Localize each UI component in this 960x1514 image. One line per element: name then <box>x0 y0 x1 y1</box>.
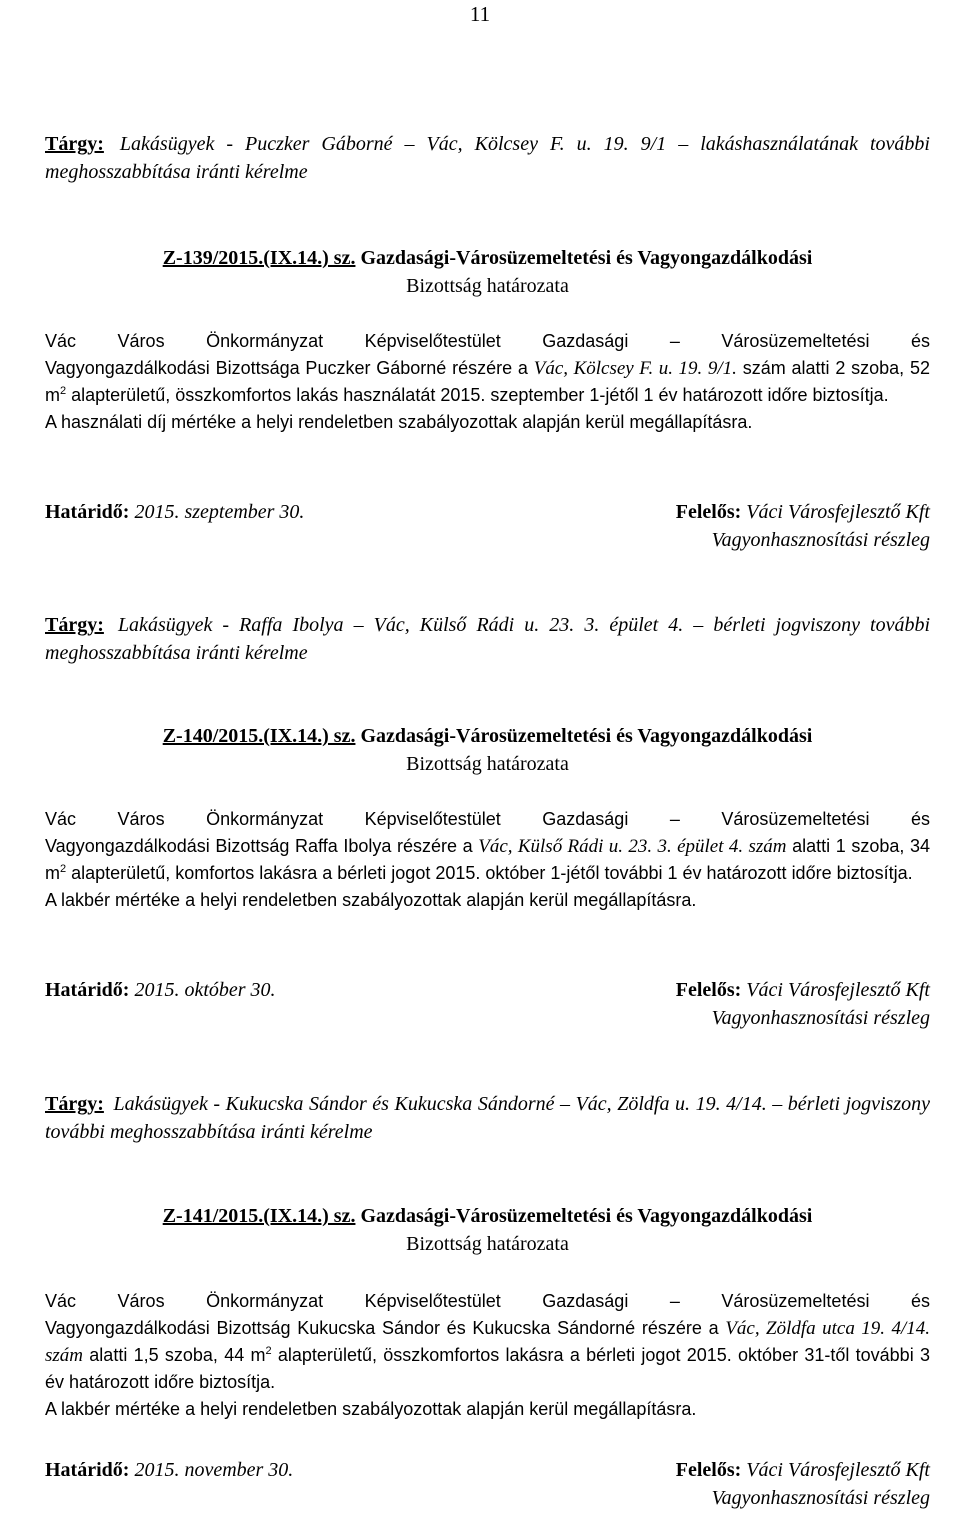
superscript: 2 <box>60 863 67 875</box>
body-rent-note: A lakbér mértéke a helyi rendeletben szabályozottak alapján kerül megállapításra. <box>45 1399 697 1419</box>
decision-title-1 <box>45 244 930 272</box>
body-line-1: Vác Város Önkormányzat Képviselőtestület Gazdasági – Városüzemeltetési és <box>45 1291 930 1311</box>
page-number: 11 <box>469 2 491 26</box>
body-fee-note: A használati díj mértéke a helyi rendeletben szabályozottak alapján kerül megállapításra. <box>45 412 753 432</box>
body-part-a: Vagyongazdálkodási Bizottság Kukucska Sándor és Kukucska Sándorné részére a <box>45 1318 719 1338</box>
subject-text: Lakásügyek - Puczker Gáborné – Vác, Kölcsey F. u. 19. 9/1 – lakáshasználatának további meghosszabbítása iránti kérelme <box>45 133 930 183</box>
decision-committee: Gazdasági-Városüzemeltetési és Vagyongazdálkodási <box>360 1205 813 1227</box>
decision-title-3 <box>45 1202 930 1230</box>
deadline-value: 2015. szeptember 30. <box>134 501 305 523</box>
subject-label: Tárgy: <box>45 1093 104 1115</box>
body-part-b: alatti 1,5 szoba, 44 m <box>89 1345 266 1365</box>
address: Vác, Kölcsey F. u. 19. 9/1. <box>533 358 737 379</box>
responsible-value: Váci Városfejlesztő Kft <box>746 979 930 1001</box>
responsible-value: Váci Városfejlesztő Kft <box>746 1459 930 1481</box>
subject-text: Lakásügyek - Raffa Ibolya – Vác, Külső Rádi u. 23. 3. épület 4. – bérleti jogviszony további meghosszabbítása iránti kérelme <box>45 614 931 664</box>
deadline-value: 2015. november 30. <box>134 1459 294 1481</box>
deadline <box>45 1456 293 1484</box>
responsible <box>610 498 930 554</box>
subject-label: Tárgy: <box>45 133 104 155</box>
body-part-b: szám alatti 2 szoba, 52 m <box>45 358 930 405</box>
body-line-1: Vác Város Önkormányzat Képviselőtestület Gazdasági – Városüzemeltetési és <box>45 331 930 351</box>
responsible-label: Felelős: <box>675 501 742 523</box>
subject-label: Tárgy: <box>45 614 104 636</box>
responsible-label: Felelős: <box>675 1459 742 1481</box>
superscript: 2 <box>60 385 67 397</box>
body-part-c: alapterületű, összkomfortos lakás használatát 2015. szeptember 1-jétől 1 év határozott időre biztosítja. <box>71 385 889 405</box>
decision-committee: Gazdasági-Városüzemeltetési és Vagyongazdálkodási <box>360 247 813 269</box>
subject-1 <box>45 130 930 186</box>
decision-body-2 <box>45 806 930 914</box>
responsible <box>610 976 930 1032</box>
body-line-1: Vác Város Önkormányzat Képviselőtestület Gazdasági – Városüzemeltetési és <box>45 809 930 829</box>
address: Vác, Zöldfa utca 19. 4/14. szám <box>45 1318 930 1366</box>
decision-sub-1: Bizottság határozata <box>406 275 569 297</box>
decision-sub-2: Bizottság határozata <box>406 753 569 775</box>
responsible <box>610 1456 930 1512</box>
responsible-dept: Vagyonhasznosítási részleg <box>711 529 930 551</box>
decision-committee: Gazdasági-Városüzemeltetési és Vagyongazdálkodási <box>360 725 813 747</box>
deadline-label: Határidő: <box>45 1459 130 1481</box>
responsible-value: Váci Városfejlesztő Kft <box>746 501 930 523</box>
body-part-b: alatti 1 szoba, 34 m <box>45 836 930 883</box>
subject-2 <box>45 611 930 667</box>
responsible-label: Felelős: <box>675 979 742 1001</box>
decision-number: Z-139/2015.(IX.14.) sz. <box>162 247 356 269</box>
body-part-c: alapterületű, komfortos lakásra a bérleti jogot 2015. október 1-jétől további 1 év határozott időre biztosítja. <box>71 863 913 883</box>
deadline-label: Határidő: <box>45 979 130 1001</box>
subject-text: Lakásügyek - Kukucska Sándor és Kukucska Sándorné – Vác, Zöldfa u. 19. 4/14. – bérleti jogviszony további meghosszabbítása iránti kérelme <box>45 1093 931 1143</box>
deadline <box>45 976 276 1004</box>
decision-body-3 <box>45 1288 930 1423</box>
body-part-c: alapterületű, összkomfortos lakásra a bérleti jogot 2015. október 31-től további 3 év határozott időre biztosítja. <box>45 1345 930 1392</box>
decision-sub-3: Bizottság határozata <box>406 1233 569 1255</box>
decision-number: Z-141/2015.(IX.14.) sz. <box>162 1205 356 1227</box>
responsible-dept: Vagyonhasznosítási részleg <box>711 1487 930 1509</box>
responsible-dept: Vagyonhasznosítási részleg <box>711 1007 930 1029</box>
deadline <box>45 498 304 526</box>
subject-3 <box>45 1090 930 1146</box>
superscript: 2 <box>265 1345 272 1357</box>
decision-title-2 <box>45 722 930 750</box>
address: Vác, Külső Rádi u. 23. 3. épület 4. szám <box>478 836 787 857</box>
decision-number: Z-140/2015.(IX.14.) sz. <box>162 725 356 747</box>
deadline-value: 2015. október 30. <box>134 979 276 1001</box>
deadline-label: Határidő: <box>45 501 130 523</box>
body-rent-note: A lakbér mértéke a helyi rendeletben szabályozottak alapján kerül megállapításra. <box>45 890 697 910</box>
body-part-a: Vagyongazdálkodási Bizottsága Puczker Gáborné részére a <box>45 358 528 378</box>
decision-body-1 <box>45 328 930 436</box>
body-part-a: Vagyongazdálkodási Bizottság Raffa Ibolya részére a <box>45 836 473 856</box>
